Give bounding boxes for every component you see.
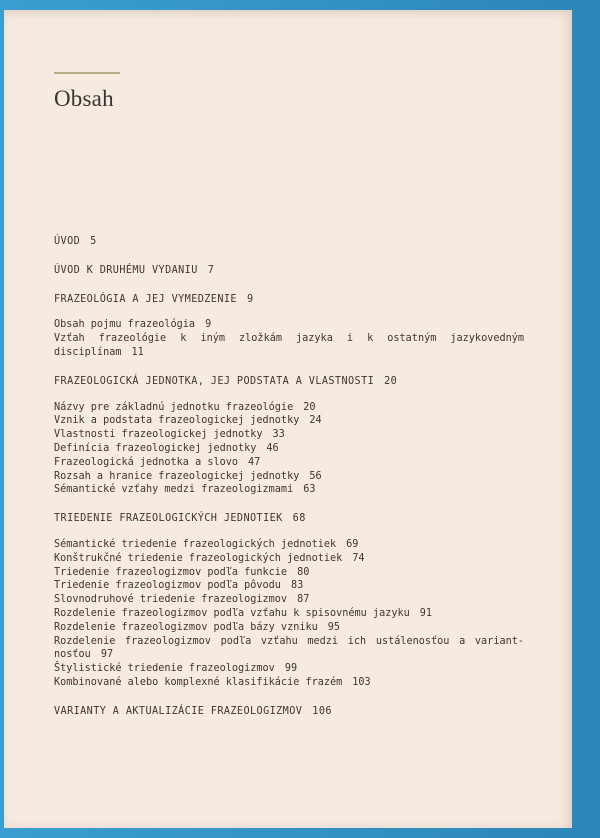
toc-entry-label: Sémantické vzťahy medzi frazeologizmami [54,484,294,496]
toc-entry[interactable] [54,635,524,663]
toc-entry[interactable] [54,552,524,566]
toc-entry-label: Obsah pojmu frazeológia [54,319,196,331]
toc-entry-label: Vlastnosti frazeologickej jednotky [54,429,263,441]
toc-section-label: VARIANTY A AKTUALIZÁCIE FRAZEOLOGIZMOV [54,705,303,717]
toc-section-label: TRIEDENIE FRAZEOLOGICKÝCH JEDNOTIEK [54,513,283,525]
toc-entry-page: 47 [248,456,261,468]
toc-entry[interactable] [54,456,524,470]
toc-entry-page: 11 [131,346,144,358]
toc-entry-label: Vznik a podstata frazeologickej jednotky [54,415,300,427]
toc-entry[interactable] [54,318,524,332]
toc-entry-label: Definícia frazeologickej jednotky [54,442,257,454]
toc-entry-label: Rozdelenie frazeologizmov podľa vzťahu k spisovnému jazyku [54,607,410,619]
toc-section-label: ÚVOD K DRUHÉMU VYDANIU [54,264,198,276]
toc-entry[interactable] [54,621,524,635]
toc-entry-page: 69 [346,538,359,550]
toc-section-page: 106 [312,705,332,717]
toc-entry[interactable] [54,538,524,552]
toc-entry[interactable] [54,401,524,415]
toc-section[interactable] [54,264,524,278]
toc-entry-page: 46 [266,442,279,454]
toc-entry-page: 83 [290,580,304,592]
title-rule [54,72,120,74]
toc-entry-page: 87 [297,594,310,606]
toc-section[interactable] [54,293,524,307]
toc-entry-page: 33 [272,429,285,441]
toc-section[interactable] [54,705,524,719]
toc-entry-page: 91 [419,607,433,619]
toc-entry[interactable] [54,676,524,690]
page-title: Obsah [54,86,114,111]
toc-entry-label: Rozdelenie frazeologizmov podľa vzťahu medzi ich ustálenosťou a variant-nosťou [54,635,524,661]
toc-entry-page: 99 [284,663,298,675]
toc-entry-label: Kombinované alebo komplexné klasifikácie frazém [54,676,343,688]
toc-section-page: 20 [384,375,398,387]
toc-section[interactable] [54,512,524,526]
toc-entry-label: Rozdelenie frazeologizmov podľa bázy vzniku [54,621,318,633]
toc-entry-page: 74 [352,552,365,564]
toc-entry-label: Triedenie frazeologizmov podľa pôvodu [54,580,281,592]
toc-entry-label: Frazeologická jednotka a slovo [54,456,239,468]
toc-section-page: 7 [207,264,215,276]
toc-entry[interactable] [54,593,524,607]
toc-entry-page: 63 [303,484,316,496]
toc-entry-page: 24 [309,415,322,427]
toc-entry-page: 9 [205,319,212,331]
toc-entry[interactable] [54,332,524,360]
toc-entry[interactable] [54,483,524,497]
toc-entry-label: Konštrukčné triedenie frazeologických jednotiek [54,552,343,564]
toc-section[interactable] [54,375,524,389]
toc-entry-page: 103 [352,676,371,688]
toc-entry-label: Triedenie frazeologizmov podľa funkcie [54,566,288,578]
toc-section-page: 68 [292,513,306,525]
toc-section-page: 5 [90,236,97,247]
toc-entry-label: Slovnodruhové triedenie frazeologizmov [54,594,288,606]
toc-entry-page: 80 [297,566,310,578]
toc-entry[interactable] [54,414,524,428]
toc-entry[interactable] [54,470,524,484]
toc-section[interactable] [54,235,524,249]
toc-entry-page: 20 [303,401,316,413]
toc-section-label: ÚVOD [54,236,81,247]
toc-entry[interactable] [54,579,524,593]
toc-entry-label: Názvy pre základnú jednotku frazeológie [54,401,294,413]
toc-entry-page: 56 [309,470,322,482]
toc-entry-label: Sémantické triedenie frazeologických jednotiek [54,538,337,550]
toc-entry[interactable] [54,442,524,456]
toc-section-page: 9 [246,293,254,305]
toc-entry[interactable] [54,428,524,442]
toc-section-label: FRAZEOLOGICKÁ JEDNOTKA, JEJ PODSTATA A VLASTNOSTI [54,375,375,387]
toc-entry-page: 97 [100,649,114,661]
toc-section-label: FRAZEOLÓGIA A JEJ VYMEDZENIE [54,293,237,305]
book-page [4,10,572,828]
table-of-contents [54,235,524,719]
toc-entry-page: 95 [327,621,341,633]
toc-entry[interactable] [54,662,524,676]
toc-entry-label: Rozsah a hranice frazeologickej jednotky [54,470,300,482]
toc-entry[interactable] [54,607,524,621]
toc-entry-label: Štylistické triedenie frazeologizmov [54,663,275,675]
toc-entry-label: Vzťah frazeológie k iným zložkám jazyka i k ostatným jazykovedným disciplínam [54,333,524,358]
toc-entry[interactable] [54,566,524,580]
